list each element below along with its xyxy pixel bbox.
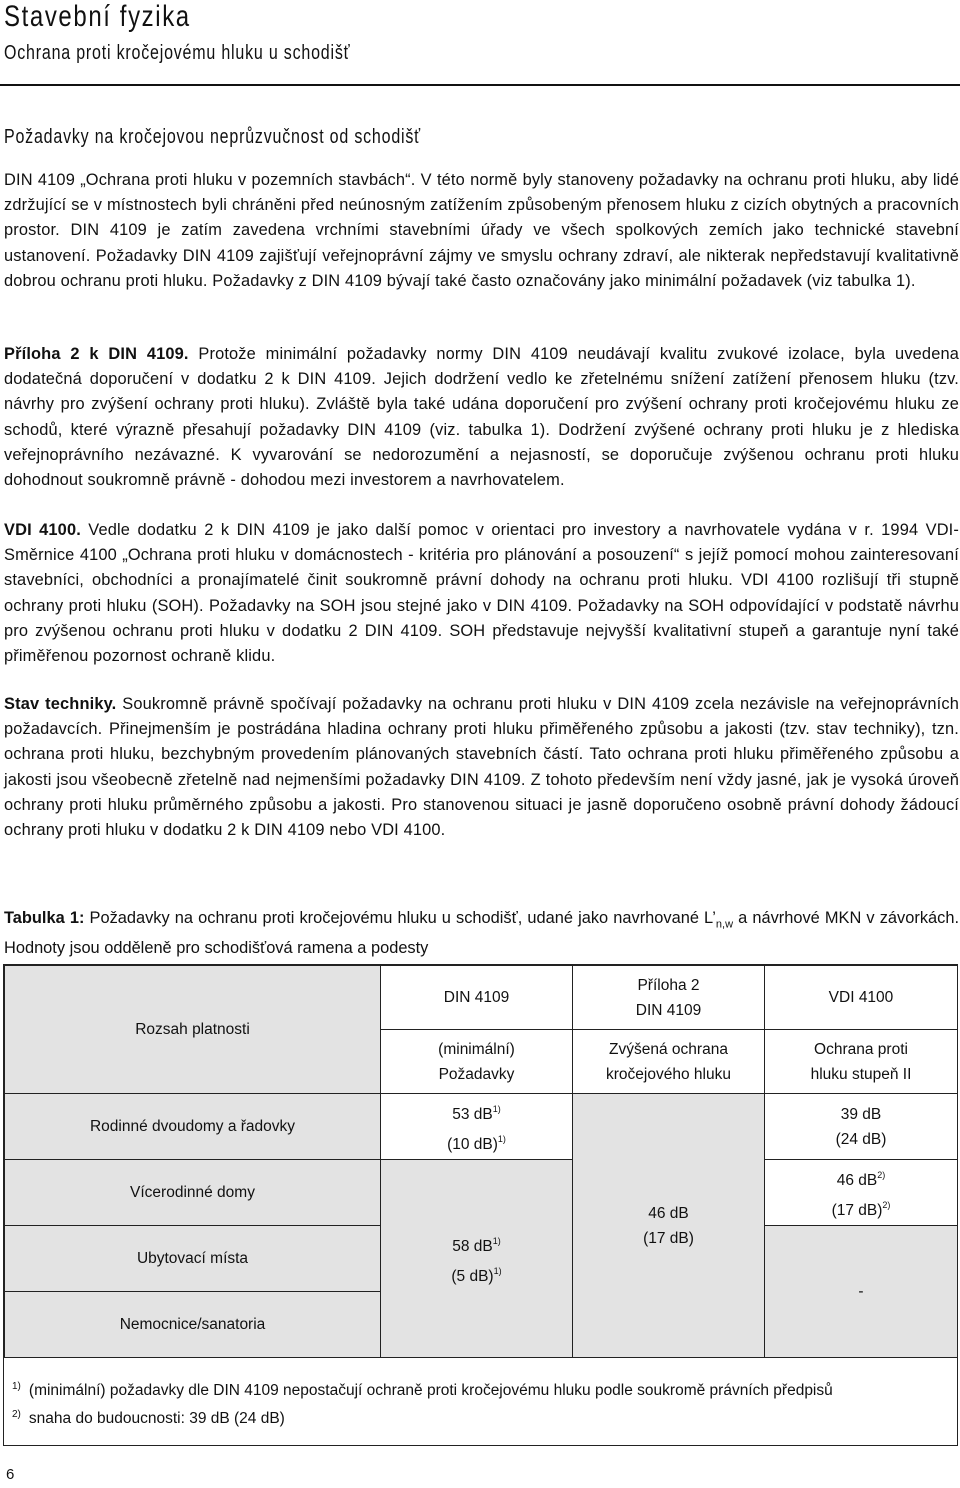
- cell-priloha-rows: 46 dB (17 dB): [573, 1094, 765, 1358]
- row-label: Vícerodinné domy: [5, 1160, 381, 1226]
- paragraph-lead: Stav techniky.: [4, 695, 117, 713]
- subheader-din-minimum: (minimální) Požadavky: [381, 1030, 573, 1094]
- paragraph-lead: VDI 4100.: [4, 521, 81, 539]
- header-divider: [0, 84, 960, 86]
- header-scope: Rozsah platnosti: [5, 966, 381, 1094]
- paragraph-priloha: Příloha 2 k DIN 4109. Protože minimální požadavky normy DIN 4109 neudávají kvalitu zvukové izolace, byla uvedena dodatečná doporučení v dodatku 2 k DIN 4109. Jejich dodržení vedlo ke zřetelnému snížení zatížení přenosem hluku (tzv. návrhy pro zvýšení ochrany proti hluku). Zvláště byla také udána doporučení pro zvýšení ochrany proti kročejovému hluku ze schodů, které výrazně přesahují požadavky DIN 4109 (viz. tabulka 1). Dodržení zvýšené ochrany proti hluku je z hlediska veřejnoprávního nezávazné. K vyvarování se nedorozumění a nejasností, se doporučuje zvýšenou ochranu proti hluku dohodnout soukromně právně - dohodou mezi investorem a navrhovatelem.: [4, 345, 959, 490]
- cell-vdi-rest: -: [765, 1226, 958, 1358]
- paragraph-din4109: DIN 4109 „Ochrana proti hluku v pozemních stavbách“. V této normě byly stanoveny požadavky na ochranu proti hluku, aby lidé zdržující se v místnostech byli chráněni před neúnosným zatížením způsobeným přenosem hluku z cizích obytných a pracovních prostor. DIN 4109 je zatím zavedena vrchními stavebními úřady ve všech spolkových zemích jako technické stavební ustanovení. Požadavky DIN 4109 zajišťují veřejnoprávní zájmy ve smyslu ochrany zdraví, ale nikterak nepředstavují kvalitativně dobrou ochranu proti hluku. Požadavky z DIN 4109 bývají také často označovány jako minimální požadavek (viz tabulka 1).: [4, 171, 959, 290]
- row-label: Rodinné dvoudomy a řadovky: [5, 1094, 381, 1160]
- page-subtitle: Ochrana proti kročejovému hluku u schodišť: [4, 42, 351, 64]
- footnote-1: $^{1)}$ (minimální) požadavky dle DIN 4109 nepostačují ochraně proti kročejovému hluku podle soukromě právních předpisů: [12, 1381, 833, 1399]
- requirements-table: [3, 964, 958, 1446]
- cell-vdi-row2: 46 dB$^{2)}$ (17 dB)$^{2)}$: [765, 1160, 958, 1226]
- footnote-2: $^{2)}$ snaha do budoucnosti: 39 dB (24 dB): [12, 1409, 285, 1427]
- header-vdi4100: VDI 4100: [765, 966, 958, 1030]
- row-label: Ubytovací místa: [5, 1226, 381, 1292]
- page-title: Stavební fyzika: [4, 0, 191, 33]
- header-din4109: DIN 4109: [381, 966, 573, 1030]
- cell-din-row1: 53 dB$^{1)}$ (10 dB)$^{1)}$: [381, 1094, 573, 1160]
- page-number: 6: [6, 1466, 15, 1483]
- table-caption: Tabulka 1: Požadavky na ochranu proti kročejovému hluku u schodišť, udané jako navrhované $L’_{n,w}$ a návrhové MKN v závorkách. Hodnoty jsou odděleně pro schodišťová ramena a podesty: [4, 909, 959, 958]
- paragraph-vdi4100: VDI 4100. Vedle dodatku 2 k DIN 4109 je jako další pomoc v orientaci pro investory a navrhovatele vydána v r. 1994 VDI-Směrnice 4100 „Ochrana proti hluku v domácnostech - kritéria pro plánování a posouzení“ s jejíž pomocí mohou zainteresovaní stavebníci, obchodníci a pronajímatelé činit soukromně právní dohody na ochranu proti hluku. VDI 4100 rozlišují tři stupně ochrany proti hluku (SOH). Požadavky na SOH jsou stejné jako v DIN 4109. Požadavky na SOH odpovídající v podstatě návrhu pro zvýšenou ochranu proti hluku v dodatku 2 DIN 4109. SOH představuje nejvyšší kvalitativní stupeň a garantuje nyní také přiměřenou pozornost ochraně klidu.: [4, 521, 959, 666]
- header-priloha2: Příloha 2 DIN 4109: [573, 966, 765, 1030]
- paragraph-lead: Příloha 2 k DIN 4109.: [4, 345, 189, 363]
- table-caption-lead: Tabulka 1:: [4, 909, 85, 927]
- paragraph-stav-techniky: Stav techniky. Soukromně právně spočívají požadavky na ochranu proti hluku v DIN 4109 zcela nezávisle na veřejnoprávních požadavcích. Přinejmenším je postrádána hladina ochrany proti hluku přiměřeného způsobu a jakosti (tzv. stav techniky), tzn. ochrana proti hluku, bezchybným provedením plánovaných stavebních částí. Tato ochrana proti hluku přiměřeného způsobu a jakosti jsou všeobecně zřetelně nad nejmenšími požadavky DIN 4109. Z tohoto především není vždy jasné, jak je vysoká úroveň ochrany proti hluku průměrného způsobu a jakosti. Pro stanovenou situaci je jasně doporučeno osobně právní dohody žádoucí ochrany proti hluku v dodatku 2 k DIN 4109 nebo VDI 4100.: [4, 695, 959, 840]
- cell-vdi-row1: 39 dB (24 dB): [765, 1094, 958, 1160]
- row-label: Nemocnice/sanatoria: [5, 1292, 381, 1358]
- subheader-ochrana-stupen: Ochrana proti hluku stupeň II: [765, 1030, 958, 1094]
- section-heading: Požadavky na kročejovou neprůzvučnost od schodišť: [4, 126, 421, 148]
- cell-din-rows-rest: 58 dB$^{1)}$ (5 dB)$^{1)}$: [381, 1160, 573, 1358]
- subheader-zvysena-ochrana: Zvýšená ochrana kročejového hluku: [573, 1030, 765, 1094]
